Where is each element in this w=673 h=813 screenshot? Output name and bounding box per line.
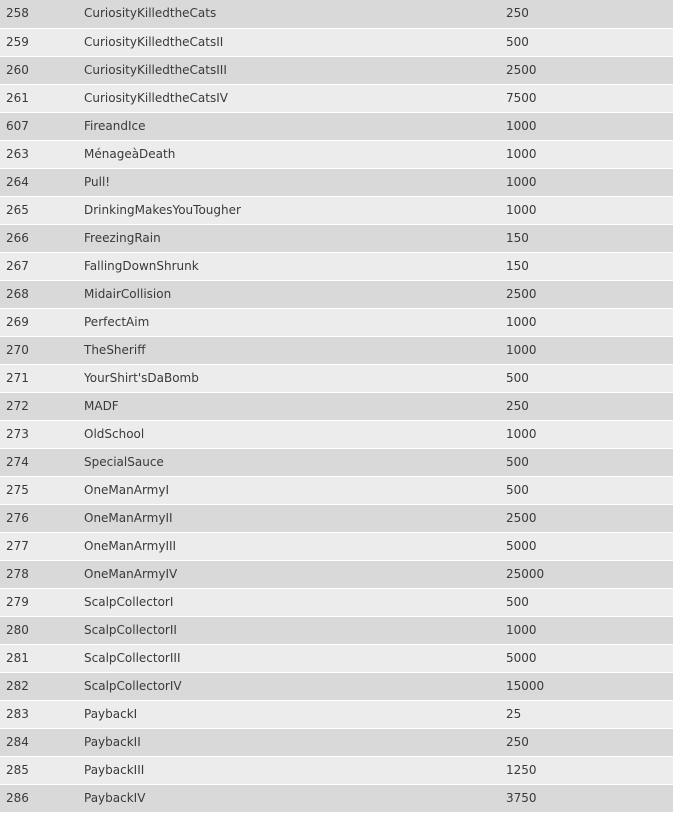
row-id: 261 bbox=[6, 90, 29, 105]
row-id: 284 bbox=[6, 734, 29, 749]
table-row bbox=[0, 280, 673, 308]
table-row bbox=[0, 336, 673, 364]
table-row bbox=[0, 728, 673, 756]
achievement-points: 1000 bbox=[506, 118, 537, 133]
row-id: 269 bbox=[6, 314, 29, 329]
achievement-name: PaybackI bbox=[84, 706, 138, 721]
achievement-name: FreezingRain bbox=[84, 230, 161, 245]
table-row bbox=[0, 700, 673, 728]
achievement-name: SpecialSauce bbox=[84, 454, 164, 469]
achievement-name: OldSchool bbox=[84, 426, 145, 441]
achievement-name: PerfectAim bbox=[84, 314, 150, 329]
achievement-points: 500 bbox=[506, 482, 529, 497]
achievement-points: 25 bbox=[506, 706, 522, 721]
row-id: 265 bbox=[6, 202, 29, 217]
achievement-points: 500 bbox=[506, 370, 529, 385]
table-row bbox=[0, 196, 673, 224]
row-id: 274 bbox=[6, 454, 29, 469]
table-row bbox=[0, 476, 673, 504]
achievement-points: 1000 bbox=[506, 342, 537, 357]
row-id: 263 bbox=[6, 146, 29, 161]
row-id: 259 bbox=[6, 34, 29, 49]
achievement-name: PaybackIV bbox=[84, 790, 146, 805]
table-row bbox=[0, 504, 673, 532]
achievement-name: CuriosityKilledtheCatsII bbox=[84, 34, 224, 49]
achievement-name: MADF bbox=[84, 398, 119, 413]
table-row bbox=[0, 140, 673, 168]
achievement-points: 1000 bbox=[506, 174, 537, 189]
achievement-name: PaybackII bbox=[84, 734, 141, 749]
table-row bbox=[0, 644, 673, 672]
achievement-points: 250 bbox=[506, 734, 529, 749]
achievement-name: Pull! bbox=[84, 174, 111, 189]
achievement-name: CuriosityKilledtheCats bbox=[84, 6, 217, 21]
achievement-points: 5000 bbox=[506, 538, 537, 553]
table-row bbox=[0, 0, 673, 28]
achievement-name: OneManArmyI bbox=[84, 482, 170, 497]
achievement-points: 150 bbox=[506, 258, 529, 273]
table-row bbox=[0, 252, 673, 280]
achievement-name: FireandIce bbox=[84, 118, 146, 133]
row-id: 276 bbox=[6, 510, 29, 525]
achievement-points: 500 bbox=[506, 454, 529, 469]
achievement-points: 1000 bbox=[506, 146, 537, 161]
row-id: 277 bbox=[6, 538, 29, 553]
table-row bbox=[0, 28, 673, 56]
achievement-name: PaybackIII bbox=[84, 762, 145, 777]
achievement-points: 25000 bbox=[506, 566, 545, 581]
achievement-points: 250 bbox=[506, 6, 529, 21]
achievement-name: TheSheriff bbox=[84, 342, 146, 357]
row-id: 264 bbox=[6, 174, 29, 189]
achievement-points: 1000 bbox=[506, 622, 537, 637]
row-id: 275 bbox=[6, 482, 29, 497]
table-row bbox=[0, 616, 673, 644]
achievement-name: CuriosityKilledtheCatsIII bbox=[84, 62, 227, 77]
achievement-points: 1000 bbox=[506, 314, 537, 329]
row-id: 267 bbox=[6, 258, 29, 273]
table-row bbox=[0, 112, 673, 140]
achievement-points: 500 bbox=[506, 594, 529, 609]
achievement-name: OneManArmyIV bbox=[84, 566, 178, 581]
achievement-name: ScalpCollectorIV bbox=[84, 678, 182, 693]
row-id: 282 bbox=[6, 678, 29, 693]
achievement-points: 1000 bbox=[506, 426, 537, 441]
row-id: 266 bbox=[6, 230, 29, 245]
achievement-name: OneManArmyII bbox=[84, 510, 173, 525]
table-row bbox=[0, 560, 673, 588]
table-row bbox=[0, 308, 673, 336]
achievement-points: 1250 bbox=[506, 762, 537, 777]
table-row bbox=[0, 364, 673, 392]
achievement-points: 150 bbox=[506, 230, 529, 245]
row-id: 286 bbox=[6, 790, 29, 805]
row-id: 279 bbox=[6, 594, 29, 609]
achievement-name: CuriosityKilledtheCatsIV bbox=[84, 90, 228, 105]
table-row bbox=[0, 756, 673, 784]
table-row bbox=[0, 84, 673, 112]
achievement-points: 1000 bbox=[506, 202, 537, 217]
achievement-points: 5000 bbox=[506, 650, 537, 665]
row-id: 281 bbox=[6, 650, 29, 665]
table-row bbox=[0, 56, 673, 84]
row-id: 283 bbox=[6, 706, 29, 721]
row-id: 273 bbox=[6, 426, 29, 441]
achievement-points: 2500 bbox=[506, 286, 537, 301]
row-id: 272 bbox=[6, 398, 29, 413]
achievement-points: 3750 bbox=[506, 790, 537, 805]
row-id: 260 bbox=[6, 62, 29, 77]
table-row bbox=[0, 392, 673, 420]
table-row bbox=[0, 420, 673, 448]
achievement-name: ScalpCollectorIII bbox=[84, 650, 181, 665]
table-row bbox=[0, 532, 673, 560]
achievement-name: DrinkingMakesYouTougher bbox=[84, 202, 241, 217]
achievement-points: 500 bbox=[506, 34, 529, 49]
achievement-points: 2500 bbox=[506, 62, 537, 77]
row-id: 280 bbox=[6, 622, 29, 637]
row-id: 271 bbox=[6, 370, 29, 385]
table-row bbox=[0, 168, 673, 196]
row-id: 258 bbox=[6, 6, 29, 21]
achievement-name: ScalpCollectorII bbox=[84, 622, 177, 637]
achievement-name: MidairCollision bbox=[84, 286, 172, 301]
row-id: 285 bbox=[6, 762, 29, 777]
table-row bbox=[0, 448, 673, 476]
table-row bbox=[0, 588, 673, 616]
table-row bbox=[0, 224, 673, 252]
row-id: 268 bbox=[6, 286, 29, 301]
achievement-points: 2500 bbox=[506, 510, 537, 525]
achievement-points: 7500 bbox=[506, 90, 537, 105]
achievement-name: OneManArmyIII bbox=[84, 538, 177, 553]
achievement-name: YourShirt'sDaBomb bbox=[84, 370, 199, 385]
row-id: 278 bbox=[6, 566, 29, 581]
achievement-points: 15000 bbox=[506, 678, 545, 693]
row-id: 270 bbox=[6, 342, 29, 357]
table-row bbox=[0, 784, 673, 812]
row-id: 607 bbox=[6, 118, 29, 133]
achievement-name: ScalpCollectorI bbox=[84, 594, 174, 609]
achievement-name: MénageàDeath bbox=[84, 146, 176, 161]
achievement-points: 250 bbox=[506, 398, 529, 413]
table-row bbox=[0, 672, 673, 700]
achievement-name: FallingDownShrunk bbox=[84, 258, 199, 273]
